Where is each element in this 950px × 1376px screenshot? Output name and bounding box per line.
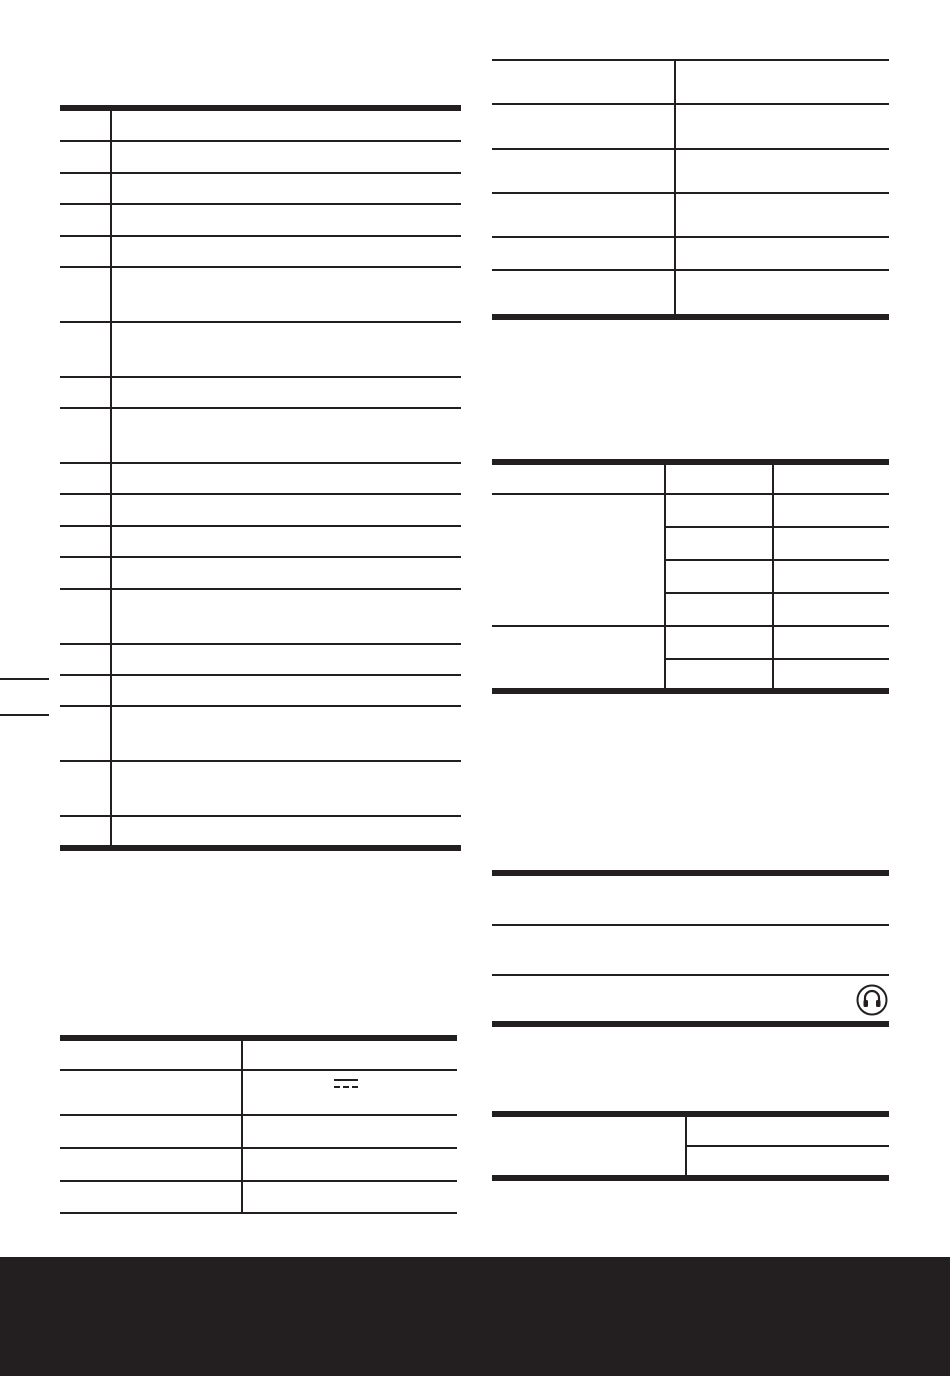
spec-table-row-rule xyxy=(60,172,461,174)
spec-table-bottom-rule xyxy=(60,845,461,851)
spec-table-row-rule xyxy=(60,705,461,707)
right-middle-table-subrow-rule xyxy=(664,526,889,528)
spec-table-row-rule xyxy=(60,760,461,762)
right-middle-table-row-rule xyxy=(492,625,889,627)
spec-table-row-rule xyxy=(60,493,461,495)
right-top-table-column-divider xyxy=(674,59,676,316)
spec-table-row-rule xyxy=(60,235,461,237)
footer-band xyxy=(0,1257,950,1376)
spec-table-row-rule xyxy=(60,140,461,142)
right-middle-table-row-rule xyxy=(492,493,889,495)
spec-table-row-rule xyxy=(60,525,461,527)
battery-table-bottom-rule xyxy=(60,1212,457,1214)
right-middle-table-bottom-rule xyxy=(492,688,889,694)
spec-table-row-rule xyxy=(60,462,461,464)
noise-table-row-rule xyxy=(492,924,889,926)
battery-table-row-rule xyxy=(60,1069,457,1071)
spec-table-row-rule xyxy=(60,407,461,409)
right-middle-table-subrow-rule xyxy=(664,559,889,561)
right-middle-table-subrow-rule xyxy=(664,658,889,660)
right-top-table-row-rule xyxy=(492,148,889,150)
right-bottom-table-bottom-rule xyxy=(492,1175,889,1181)
right-top-table-bottom-rule xyxy=(492,314,889,320)
battery-table-row-rule xyxy=(60,1114,457,1116)
noise-table-row-rule xyxy=(492,974,889,976)
direct-current-icon xyxy=(333,1077,359,1091)
margin-tab-mark xyxy=(0,678,49,680)
spec-table-row-rule xyxy=(60,203,461,205)
spec-table-row-rule xyxy=(60,266,461,268)
right-top-table-row-rule xyxy=(492,236,889,238)
right-middle-table-subrow-rule xyxy=(664,592,889,594)
noise-table-bottom-rule xyxy=(492,1021,889,1027)
noise-table-top-rule xyxy=(492,870,889,876)
right-top-table-top-rule xyxy=(492,59,889,61)
spec-table-row-rule xyxy=(60,556,461,558)
right-bottom-table-top-rule xyxy=(492,1111,889,1117)
right-top-table-row-rule xyxy=(492,103,889,105)
margin-tab-mark xyxy=(0,714,49,716)
spec-table-row-rule xyxy=(60,376,461,378)
right-top-table-row-rule xyxy=(492,269,889,271)
spec-table-row-rule xyxy=(60,815,461,817)
spec-table-column-divider xyxy=(110,105,112,851)
spec-table-row-rule xyxy=(60,643,461,645)
battery-table-row-rule xyxy=(60,1180,457,1182)
spec-table-row-rule xyxy=(60,588,461,590)
spec-table-row-rule xyxy=(60,674,461,676)
battery-table-row-rule xyxy=(60,1147,457,1149)
battery-table-top-rule xyxy=(60,1035,457,1041)
right-top-table-row-rule xyxy=(492,192,889,194)
ear-protection-icon xyxy=(856,984,888,1016)
right-middle-table-top-rule xyxy=(492,459,889,465)
right-bottom-table-subrow-rule xyxy=(685,1145,889,1147)
spec-table-row-rule xyxy=(60,321,461,323)
spec-table-top-rule xyxy=(60,105,461,111)
battery-table-column-divider xyxy=(241,1035,243,1213)
